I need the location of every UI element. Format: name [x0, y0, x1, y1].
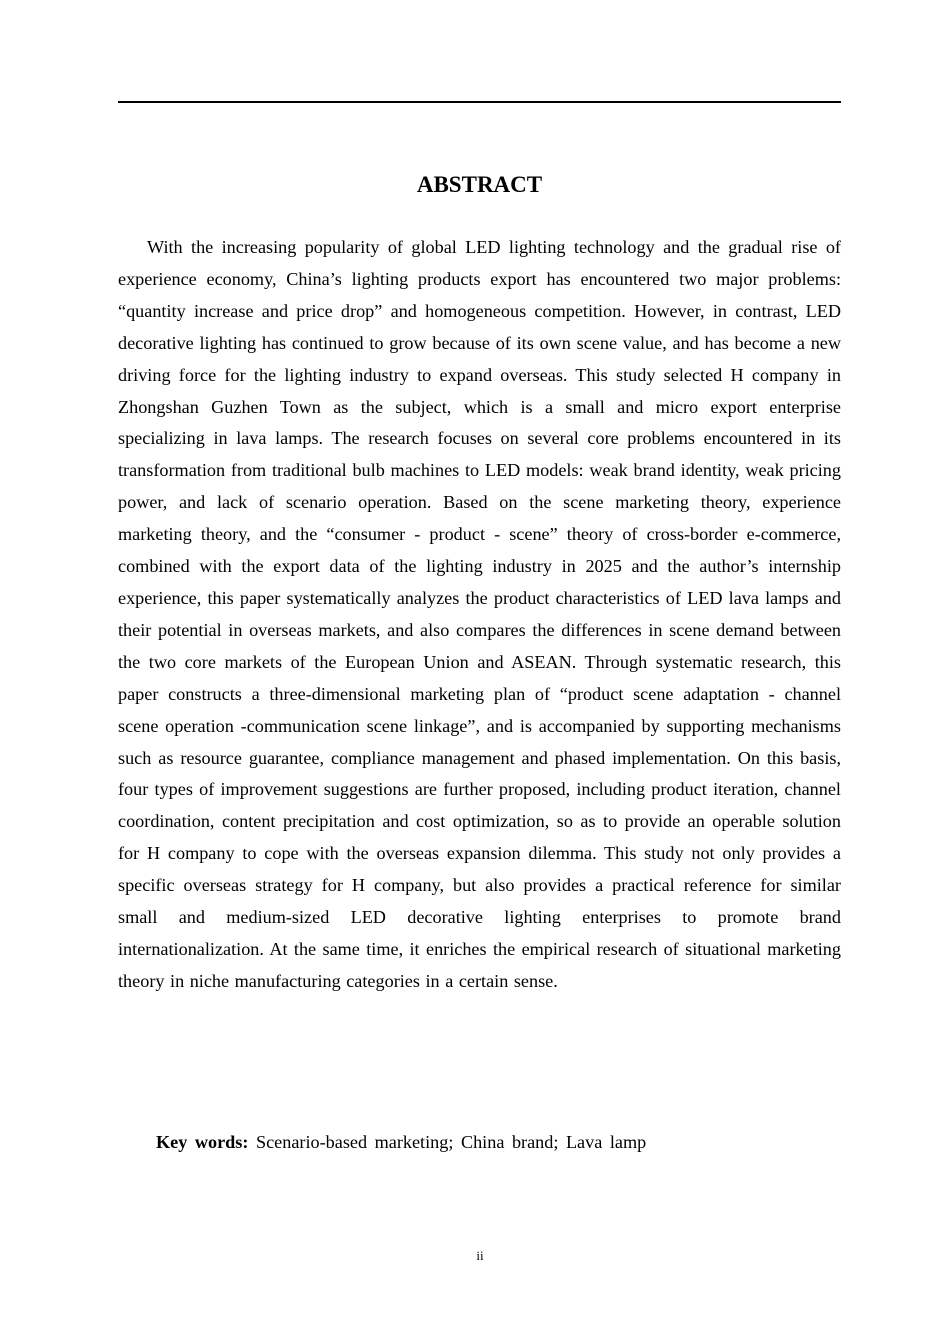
- keywords-value: Scenario-based marketing; China brand; Lava lamp: [255, 1132, 647, 1152]
- page-number: ii: [476, 1248, 484, 1263]
- keywords-label: Key words:: [156, 1132, 249, 1152]
- keywords-line: [156, 1129, 646, 1155]
- abstract-title: ABSTRACT: [416, 172, 543, 197]
- abstract-paragraph: With the increasing popularity of global LED lighting technology and the gradual rise of experience economy, China’s lighting products export has encountered two major problems: “quantity increase and price drop” and homogeneous competition. However, in contrast, LED decorative lighting has continued to grow because of its own scene value, and has become a new driving force for the lighting industry to expand overseas. This study selected H company in Zhongshan Guzhen Town as the subject, which is a small and micro export enterprise specializing in lava lamps. The research focuses on several core problems encountered in its transformation from traditional bulb machines to LED models: weak brand identity, weak pricing power, and lack of scenario operation. Based on the scene marketing theory, experience marketing theory, and the “consumer - product - scene” theory of cross-border e-commerce, combined with the export data of the lighting industry in 2025 and the author’s internship experience, this paper systematically analyzes the product characteristics of LED lava lamps and their potential in overseas markets, and also compares the differences in scene demand between the two core markets of the European Union and ASEAN. Through systematic research, this paper constructs a three-dimensional marketing plan of “product scene adaptation - channel scene operation -communication scene linkage”, and is accompanied by supporting mechanisms such as resource guarantee, compliance management and phased implementation. On this basis, four types of improvement suggestions are further proposed, including product iteration, channel coordination, content precipitation and cost optimization, so as to provide an operable solution for H company to cope with the overseas expansion dilemma. This study not only provides a specific overseas strategy for H company, but also provides a practical reference for similar small and medium-sized LED decorative lighting enterprises to promote brand internationalization. At the same time, it enriches the empirical research of situational marketing theory in niche manufacturing categories in a certain sense.: [118, 237, 841, 991]
- header-rule: [118, 101, 841, 103]
